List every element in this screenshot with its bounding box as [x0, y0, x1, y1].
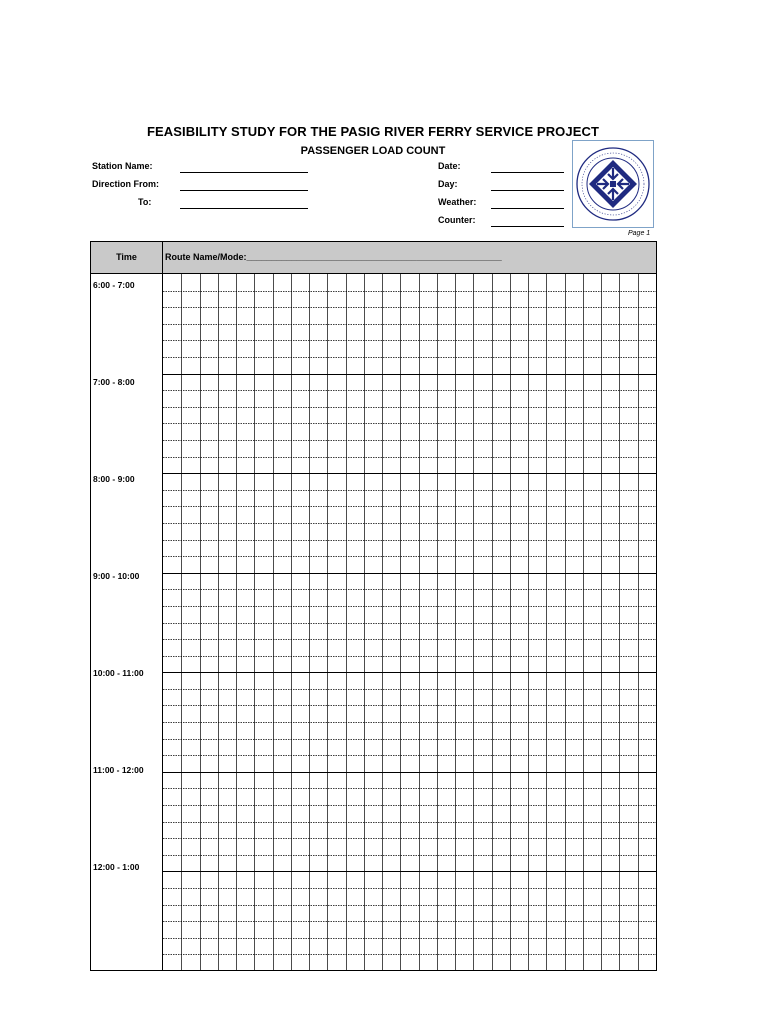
direction-from-label: Direction From: [92, 179, 160, 189]
time-slot-label: 6:00 - 7:00 [93, 280, 135, 290]
weather-field[interactable] [491, 208, 564, 209]
time-column-header: Time [91, 242, 163, 273]
tally-grid[interactable] [163, 274, 656, 971]
time-slot-label: 10:00 - 11:00 [93, 668, 144, 678]
direction-to-field[interactable] [180, 208, 308, 209]
counter-field[interactable] [491, 226, 564, 227]
day-field[interactable] [491, 190, 564, 191]
direction-from-field[interactable] [180, 190, 308, 191]
page-number: Page 1 [628, 230, 651, 237]
route-name-header: Route Name/Mode:___________________________________________________ [165, 252, 502, 262]
counter-label: Counter: [438, 215, 476, 225]
station-name-field[interactable] [180, 172, 308, 173]
time-slot-label: 12:00 - 1:00 [93, 862, 140, 872]
page-subtitle: PASSENGER LOAD COUNT [300, 145, 446, 157]
weather-label: Weather: [438, 197, 477, 207]
time-slot-label: 8:00 - 9:00 [93, 474, 135, 484]
to-label: To: [138, 197, 152, 207]
date-label: Date: [438, 161, 461, 171]
table-header-row [91, 242, 656, 274]
seal-frame [572, 140, 654, 228]
station-name-label: Station Name: [92, 161, 153, 171]
time-slot-label: 9:00 - 10:00 [93, 571, 140, 581]
neda-seal-icon [575, 145, 651, 223]
time-slot-label: 7:00 - 8:00 [93, 377, 135, 387]
time-slot-label: 11:00 - 12:00 [93, 765, 144, 775]
page-title: FEASIBILITY STUDY FOR THE PASIG RIVER FERRY SERVICE PROJECT [146, 124, 600, 139]
tally-table [90, 241, 657, 971]
day-label: Day: [438, 179, 458, 189]
date-field[interactable] [491, 172, 564, 173]
